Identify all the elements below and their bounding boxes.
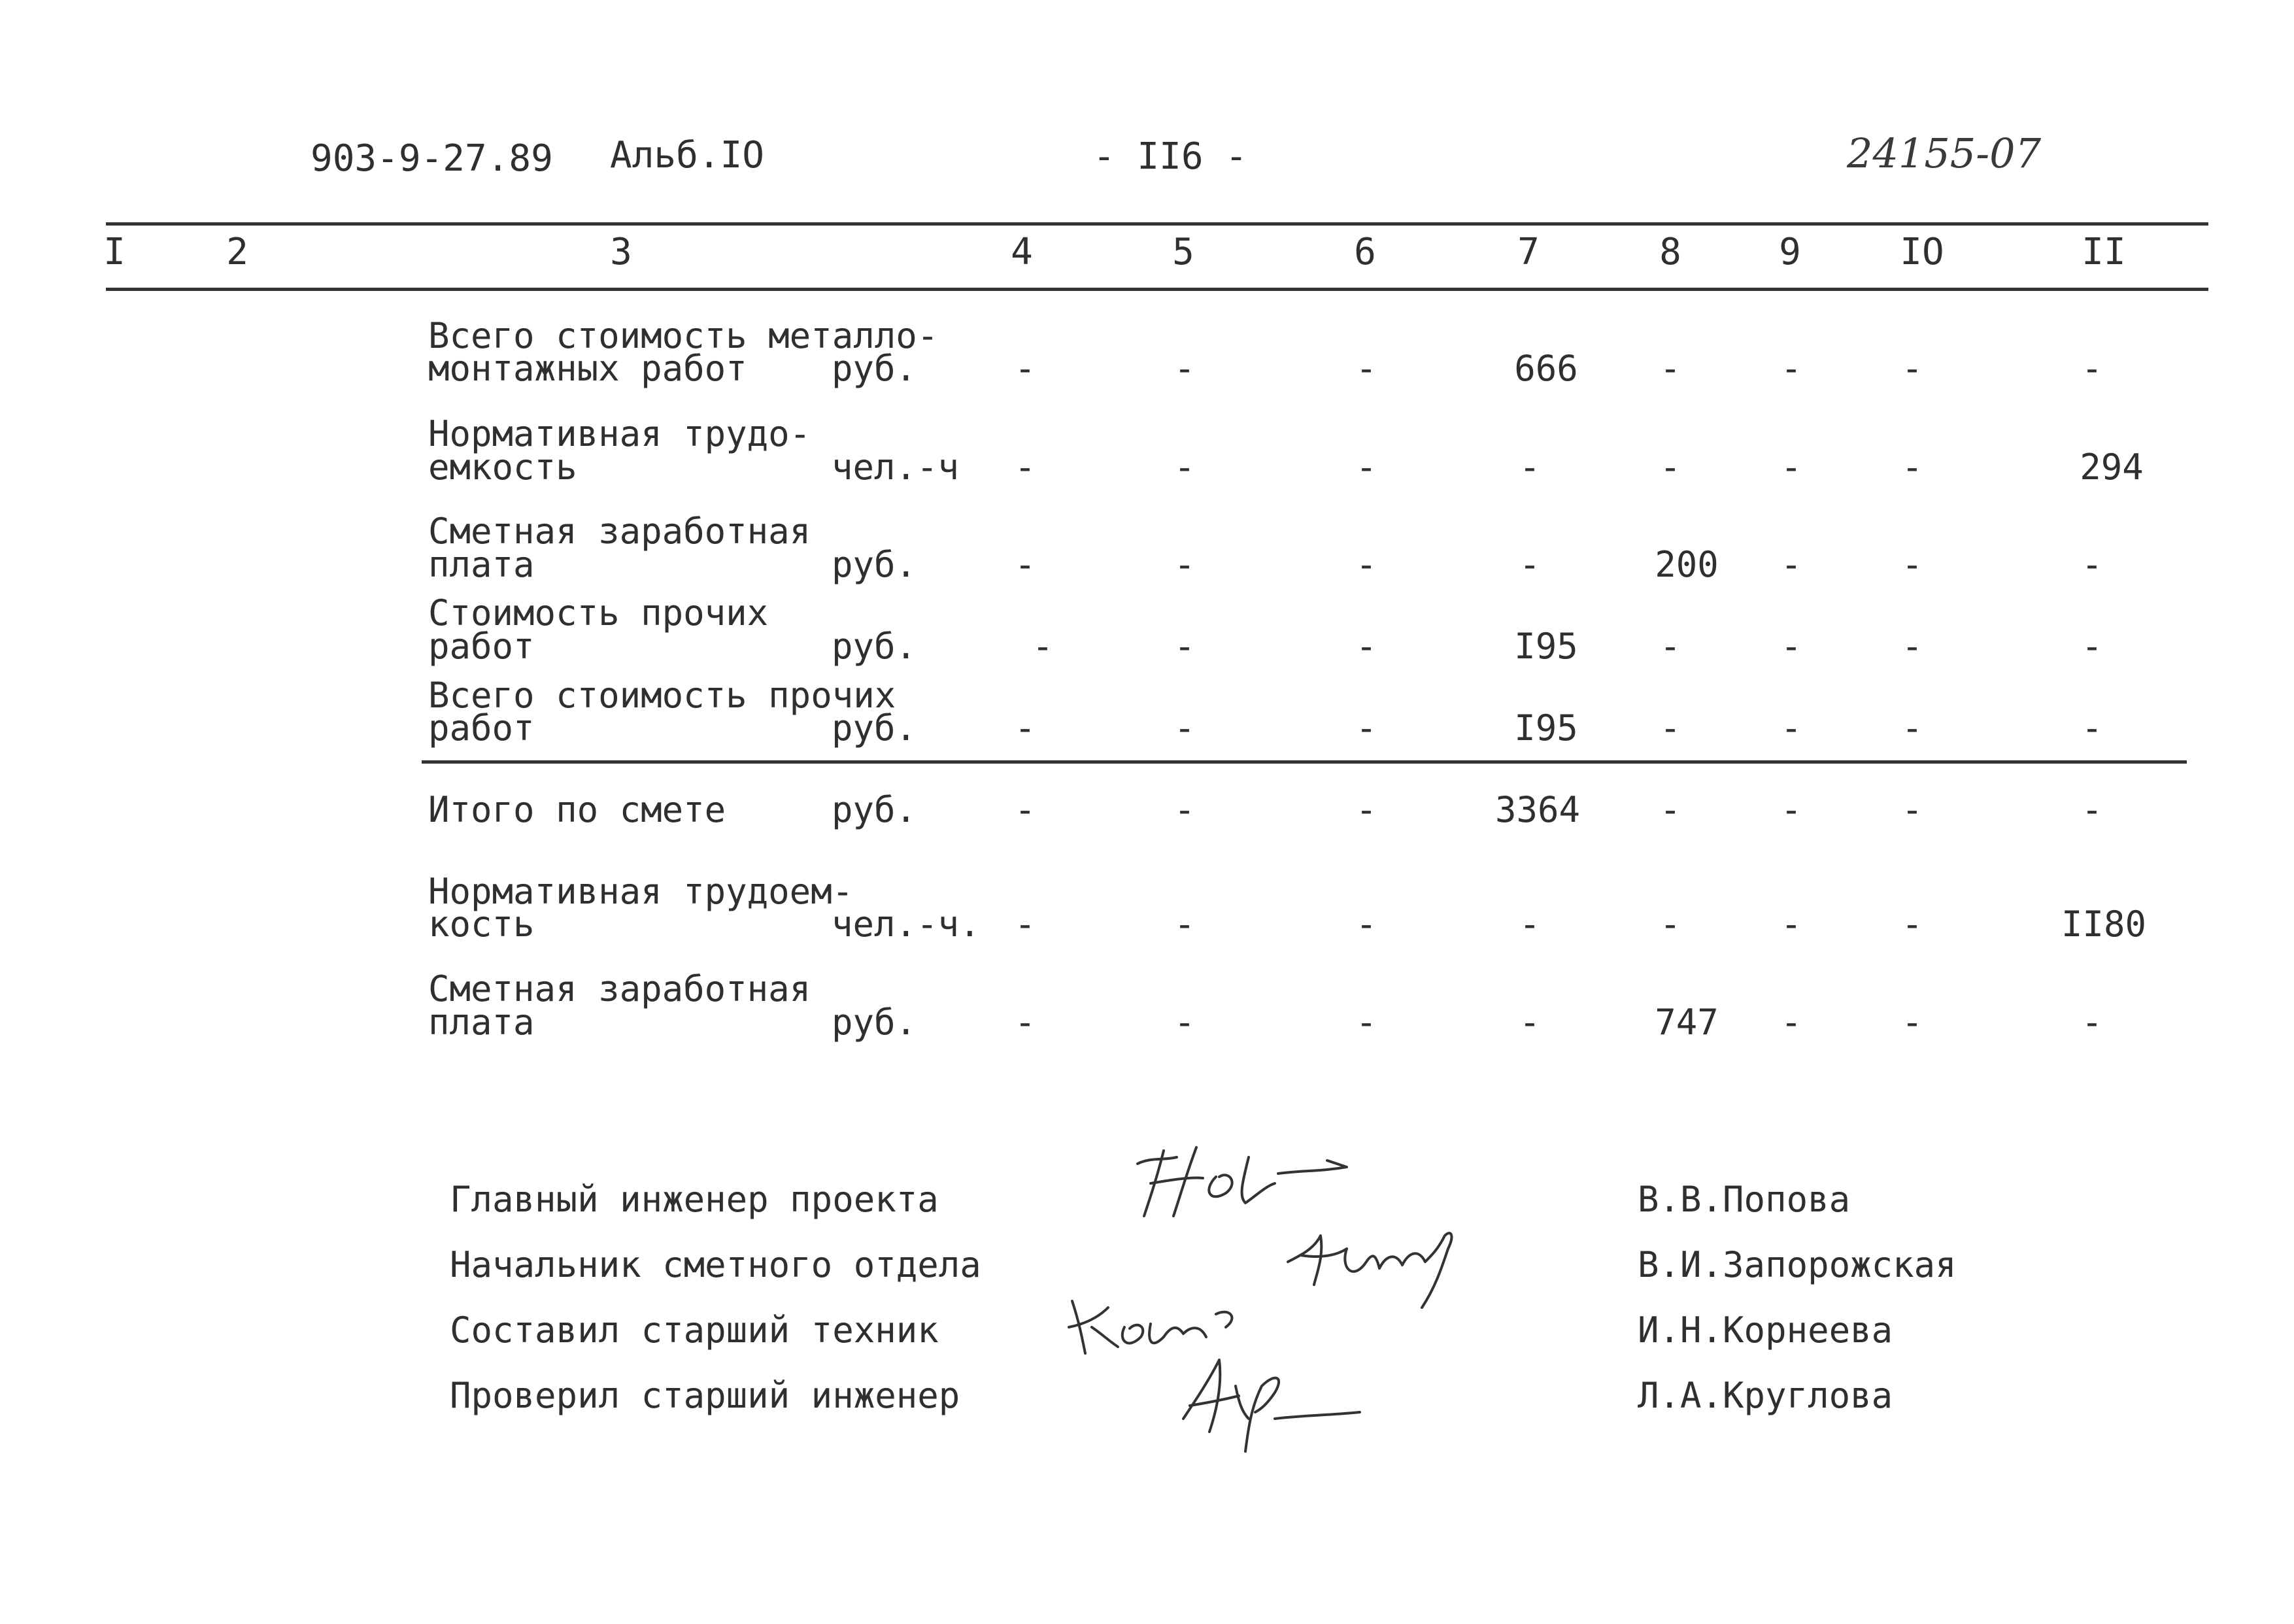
cell-value: - xyxy=(1355,707,1377,749)
cell-value: - xyxy=(1355,447,1377,488)
column-number: 6 xyxy=(1354,231,1376,273)
row-label: Нормативная трудо- xyxy=(428,413,811,454)
row-unit: руб. xyxy=(832,789,917,830)
row-unit: руб. xyxy=(832,626,917,667)
cell-value: - xyxy=(1519,447,1541,488)
cell-value: - xyxy=(1659,626,1681,667)
cell-value: - xyxy=(1519,1002,1541,1043)
cell-value: - xyxy=(1355,904,1377,945)
cell-value: - xyxy=(1780,904,1802,945)
cell-value: - xyxy=(1014,1002,1036,1043)
column-number: I xyxy=(103,231,126,273)
cell-value: - xyxy=(1032,626,1054,667)
cell-value: - xyxy=(1173,544,1196,585)
cell-value: - xyxy=(1901,789,1923,830)
column-number: II xyxy=(2082,231,2126,273)
cell-value: - xyxy=(1519,544,1541,585)
cell-value: - xyxy=(2081,1002,2103,1043)
cell-value: 747 xyxy=(1655,1002,1719,1043)
row-label: кость xyxy=(428,904,535,945)
cell-value: - xyxy=(1014,447,1036,488)
cell-value: - xyxy=(1780,544,1802,585)
cell-value: - xyxy=(1173,348,1196,389)
cell-value: - xyxy=(1901,447,1923,488)
table-header-rule xyxy=(106,288,2208,291)
cell-value: - xyxy=(1014,544,1036,585)
row-unit: чел.-ч xyxy=(832,447,960,488)
row-label: Сметная заработная xyxy=(428,968,811,1009)
cell-value: - xyxy=(1173,707,1196,749)
cell-value: - xyxy=(1659,904,1681,945)
row-label: плата xyxy=(428,1002,535,1043)
row-label: Всего стоимость металло- xyxy=(428,315,939,356)
signature-role: Составил старший техник xyxy=(450,1310,939,1351)
cell-value: I95 xyxy=(1514,626,1578,667)
signature-name: Л.А.Круглова xyxy=(1638,1375,1893,1416)
row-label: плата xyxy=(428,544,535,585)
cell-value: - xyxy=(1659,789,1681,830)
cell-value: - xyxy=(1780,789,1802,830)
cell-value: - xyxy=(1519,904,1541,945)
column-number: 8 xyxy=(1659,231,1681,273)
row-unit: руб. xyxy=(832,544,917,585)
cell-value: - xyxy=(1659,707,1681,749)
cell-value: - xyxy=(1901,1002,1923,1043)
cell-value: - xyxy=(2081,789,2103,830)
cell-value: - xyxy=(1659,447,1681,488)
signature-role: Проверил старший инженер xyxy=(450,1375,960,1416)
cell-value: - xyxy=(1901,904,1923,945)
cell-value: - xyxy=(1173,904,1196,945)
cell-value: - xyxy=(1014,707,1036,749)
signature-name: И.Н.Корнеева xyxy=(1638,1310,1893,1351)
column-number: 2 xyxy=(226,231,248,273)
cell-value: - xyxy=(2081,544,2103,585)
row-label: Сметная заработная xyxy=(428,511,811,552)
row-label: Стоимость прочих xyxy=(428,592,769,634)
row-label: работ xyxy=(428,626,535,667)
row-label: емкость xyxy=(428,447,577,488)
cell-value: - xyxy=(1355,626,1377,667)
row-unit: руб. xyxy=(832,1002,917,1043)
handwritten-signature xyxy=(1170,1347,1366,1458)
column-number: IO xyxy=(1900,231,1944,273)
inventory-number: 24155-07 xyxy=(1847,129,2042,177)
cell-value: I95 xyxy=(1514,707,1578,749)
cell-value: - xyxy=(1780,707,1802,749)
cell-value: - xyxy=(1780,348,1802,389)
cell-value: 200 xyxy=(1655,544,1719,585)
cell-value: 294 xyxy=(2080,447,2144,488)
cell-value: - xyxy=(2081,626,2103,667)
row-label: монтажных работ xyxy=(428,348,747,389)
cell-value: - xyxy=(1173,1002,1196,1043)
row-label: Итого по смете xyxy=(428,789,726,830)
row-unit: руб. xyxy=(832,348,917,389)
cell-value: - xyxy=(1355,1002,1377,1043)
table-top-rule xyxy=(106,222,2208,226)
cell-value: - xyxy=(1173,626,1196,667)
signature-name: В.И.Запорожская xyxy=(1638,1244,1957,1285)
cell-value: - xyxy=(1014,789,1036,830)
cell-value: - xyxy=(2081,348,2103,389)
row-unit: чел.-ч. xyxy=(832,904,981,945)
page-number: - II6 - xyxy=(1092,135,1248,178)
cell-value: - xyxy=(2081,707,2103,749)
cell-value: - xyxy=(1173,789,1196,830)
column-number: 5 xyxy=(1172,231,1194,273)
cell-value: - xyxy=(1901,348,1923,389)
cell-value: - xyxy=(1780,626,1802,667)
row-label: работ xyxy=(428,707,535,749)
cell-value: 3364 xyxy=(1494,789,1581,830)
total-separator-rule xyxy=(422,760,2187,764)
handwritten-signature xyxy=(1275,1210,1497,1314)
cell-value: - xyxy=(1780,1002,1802,1043)
cell-value: - xyxy=(1901,544,1923,585)
cell-value: - xyxy=(1355,348,1377,389)
cell-value: - xyxy=(1173,447,1196,488)
column-number: 7 xyxy=(1517,231,1540,273)
signature-role: Главный инженер проекта xyxy=(450,1179,939,1220)
cell-value: - xyxy=(1355,544,1377,585)
column-number: 3 xyxy=(610,231,632,273)
row-label: Нормативная трудоем- xyxy=(428,871,854,912)
cell-value: - xyxy=(1780,447,1802,488)
signature-role: Начальник сметного отдела xyxy=(450,1244,981,1285)
document-code: 903-9-27.89 xyxy=(311,137,553,180)
cell-value: - xyxy=(1901,626,1923,667)
column-number: 4 xyxy=(1011,231,1033,273)
row-unit: руб. xyxy=(832,707,917,749)
cell-value: 666 xyxy=(1514,348,1578,389)
signature-name: В.В.Попова xyxy=(1638,1179,1851,1220)
column-number: 9 xyxy=(1779,231,1801,273)
cell-value: - xyxy=(1901,707,1923,749)
cell-value: II80 xyxy=(2061,904,2147,945)
cell-value: - xyxy=(1355,789,1377,830)
cell-value: - xyxy=(1014,904,1036,945)
album-number: Альб.IO xyxy=(610,134,765,177)
cell-value: - xyxy=(1659,348,1681,389)
cell-value: - xyxy=(1014,348,1036,389)
row-label: Всего стоимость прочих xyxy=(428,675,896,716)
